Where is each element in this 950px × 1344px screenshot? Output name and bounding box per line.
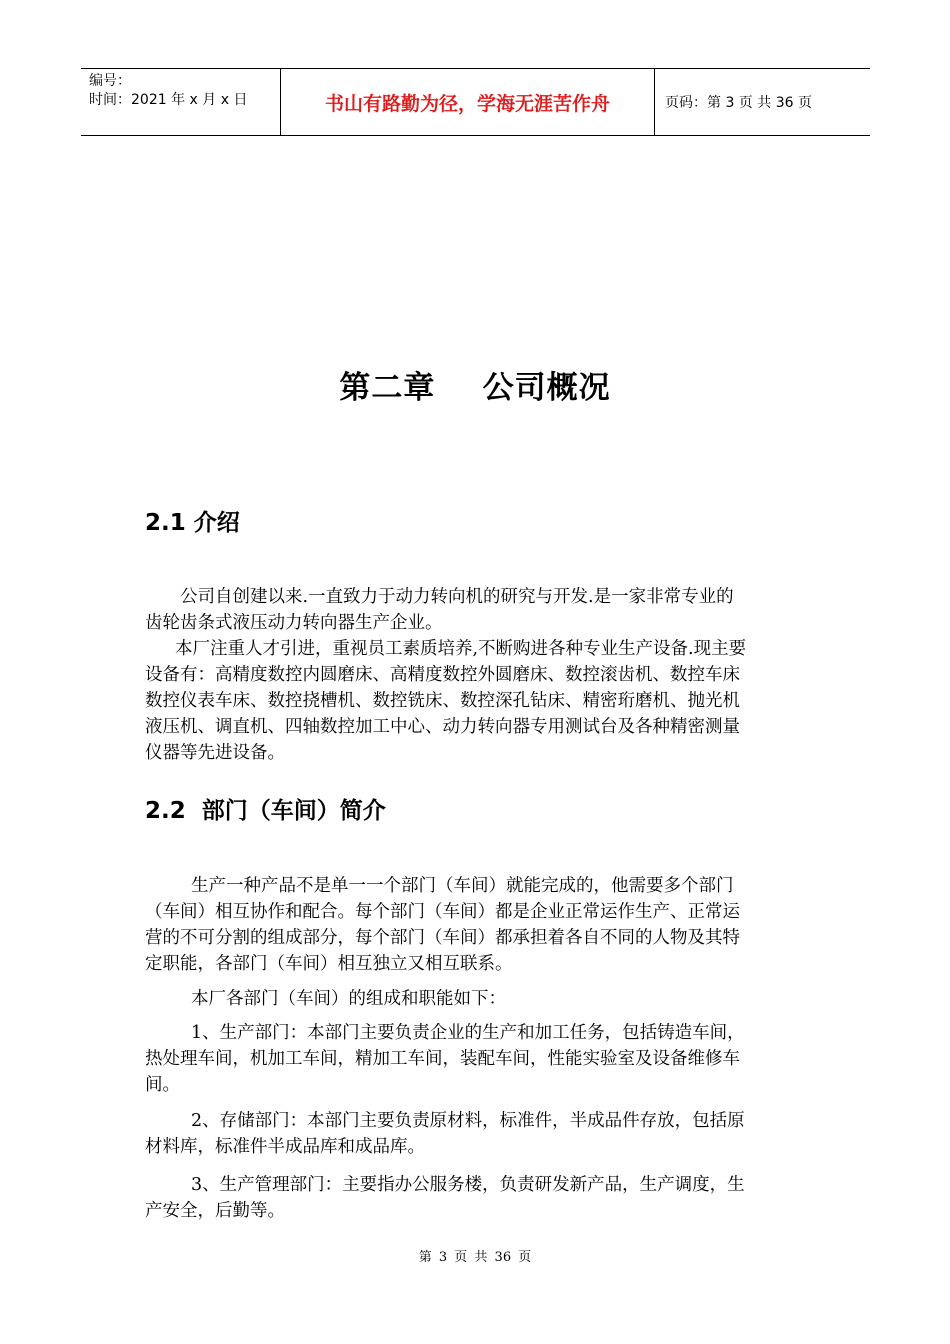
text-line: 仪器等先进设备。 bbox=[145, 743, 285, 763]
text-line: 间。 bbox=[145, 1075, 180, 1095]
section-2-2-item-1 bbox=[145, 1020, 807, 1098]
text-line: 齿轮齿条式液压动力转向器生产企业。 bbox=[145, 613, 443, 633]
section-2-1-title: 2.1 介绍 bbox=[145, 510, 240, 536]
text-line: 材料库，标准件半成品库和成品库。 bbox=[145, 1137, 425, 1157]
text-line: 1、生产部门：本部门主要负责企业的生产和加工任务，包括铸造车间， bbox=[191, 1023, 745, 1043]
header-table bbox=[81, 68, 870, 136]
text-line: 定职能，各部门（车间）相互独立又相互联系。 bbox=[145, 954, 513, 974]
text-line: 热处理车间，机加工车间，精加工车间，装配车间，性能实验室及设备维修车 bbox=[145, 1049, 740, 1069]
section-2-2-title: 2.2 部门（车间）简介 bbox=[145, 798, 386, 824]
text-line: 营的不可分割的组成部分，每个部门（车间）都承担着各自不同的人物及其特 bbox=[145, 928, 740, 948]
text-line: 设备有：高精度数控内圆磨床、高精度数控外圆磨床、数控滚齿机、数控车床 bbox=[145, 665, 740, 685]
header-time-label: 时间：2021 年 x 月 x 日 bbox=[89, 92, 248, 108]
text-line: 3、生产管理部门：主要指办公服务楼，负责研发新产品，生产调度，生 bbox=[191, 1175, 745, 1195]
text-line: 数控仪表车床、数控挠槽机、数控铣床、数控深孔钻床、精密珩磨机、抛光机 bbox=[145, 691, 740, 711]
page-footer: 第 3 页 共 36 页 bbox=[418, 1250, 532, 1265]
section-2-2-para-2 bbox=[145, 986, 807, 1012]
section-2-2-item-3 bbox=[145, 1172, 807, 1224]
text-line: 本厂注重人才引进，重视员工素质培养,不断购进各种专业生产设备.现主要 bbox=[175, 639, 747, 659]
section-2-2-item-2 bbox=[145, 1108, 807, 1160]
section-2-2-para-1 bbox=[145, 873, 807, 977]
header-number-label: 编号： bbox=[89, 73, 131, 89]
text-line: 2、存储部门：本部门主要负责原材料，标准件，半成品件存放，包括原 bbox=[191, 1111, 745, 1131]
header-left-cell bbox=[81, 69, 281, 135]
text-line: （车间）相互协作和配合。每个部门（车间）都是企业正常运作生产、正常运 bbox=[145, 902, 740, 922]
header-page-info: 页码：第 3 页 共 36 页 bbox=[665, 95, 812, 111]
text-line: 产安全，后勤等。 bbox=[145, 1201, 285, 1221]
header-motto: 书山有路勤为径，学海无涯苦作舟 bbox=[281, 69, 655, 135]
section-2-1-para-1 bbox=[145, 584, 807, 636]
section-2-1-para-2 bbox=[145, 636, 807, 766]
text-line: 液压机、调直机、四轴数控加工中心、动力转向器专用测试台及各种精密测量 bbox=[145, 717, 740, 737]
text-line: 公司自创建以来.一直致力于动力转向机的研究与开发.是一家非常专业的 bbox=[180, 587, 734, 607]
text-line: 本厂各部门（车间）的组成和职能如下： bbox=[191, 989, 506, 1009]
chapter-title: 第二章 公司概况 bbox=[339, 370, 611, 406]
text-line: 生产一种产品不是单一一个部门（车间）就能完成的，他需要多个部门 bbox=[191, 876, 734, 896]
